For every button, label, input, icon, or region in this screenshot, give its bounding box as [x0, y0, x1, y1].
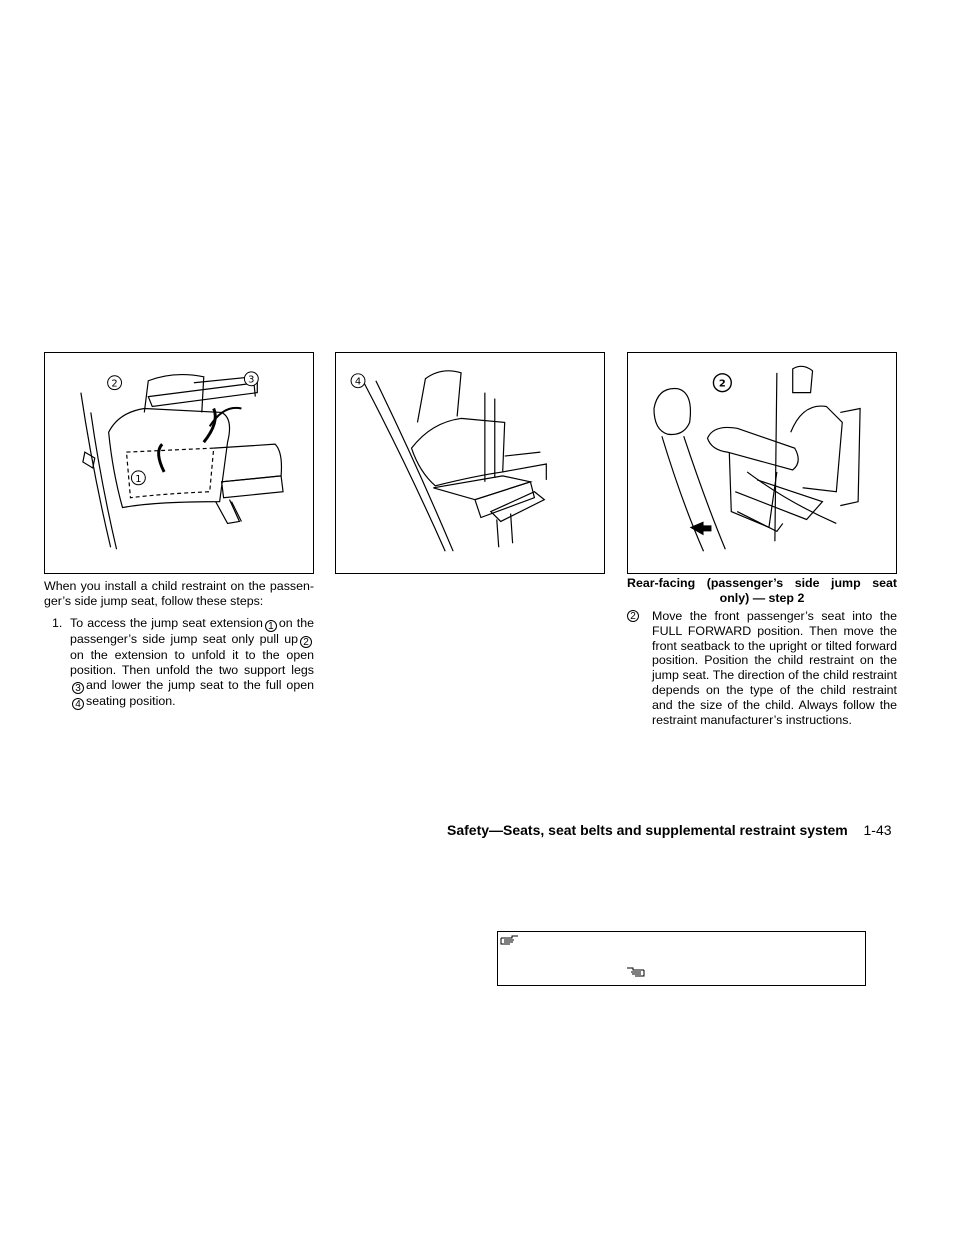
step-text-part3: on the extension to unfold it to the open position. Then unfold the two support legs: [70, 648, 314, 677]
jump-seat-extension-illustration: [45, 353, 313, 573]
caption-line-1: Rear-facing (passenger’s side jump seat: [627, 576, 897, 590]
step-text-part4: and lower the jump seat to the full open: [86, 677, 314, 692]
pointing-hand-right-icon: [500, 934, 520, 946]
figure-rear-facing-step-2: [627, 352, 897, 574]
figure-jump-seat-open: [335, 352, 605, 574]
mark-2: 2: [627, 610, 639, 622]
step-text-part1: To access the jump seat extension: [70, 616, 263, 630]
mark-2: 2: [300, 636, 312, 648]
jump-seat-open-illustration: [336, 353, 604, 573]
callout-3: 3: [248, 374, 255, 386]
step-1: [44, 616, 314, 710]
figure-jump-seat-extension: [44, 352, 314, 574]
callout-4: 4: [354, 376, 362, 388]
step-text-part2: on the passenger’s side jump seat only pull up: [70, 616, 314, 646]
arrow-forward-icon: [690, 521, 712, 535]
step-2-paragraph: [627, 609, 897, 727]
figure-caption: [627, 576, 897, 606]
callout-2: 2: [718, 378, 726, 390]
pointing-hand-left-icon: [625, 966, 645, 978]
caption-line-2: only) — step 2: [719, 591, 805, 605]
callout-2: 2: [111, 378, 118, 390]
page-number: 1-43: [863, 822, 892, 838]
rear-facing-seat-illustration: [628, 353, 896, 573]
mark-4: 4: [72, 698, 84, 710]
intro-paragraph: [44, 579, 314, 609]
mark-3: 3: [72, 682, 84, 694]
mark-1: 1: [265, 620, 277, 632]
callout-1: 1: [135, 473, 142, 485]
intro-text: When you install a child restraint on the passen-ger’s side jump seat, follow these steps:: [44, 579, 314, 608]
section-title: Safety—Seats, seat belts and supplemental restraint system: [447, 822, 848, 838]
page-footer: [447, 822, 892, 838]
reference-box: [497, 931, 866, 986]
step-number: 1.: [52, 616, 63, 630]
step-2-text: Move the front passenger’s seat into the FULL FORWARD position. Then move the front seatback to the upright or tilted forward position. Position the child restraint on the jump seat. The direction of the child restraint depends on the type of the child restraint and the size of the child. Always follow the restraint manufacturer’s instructions.: [652, 609, 897, 727]
step-text-part5: seating position.: [86, 693, 176, 708]
